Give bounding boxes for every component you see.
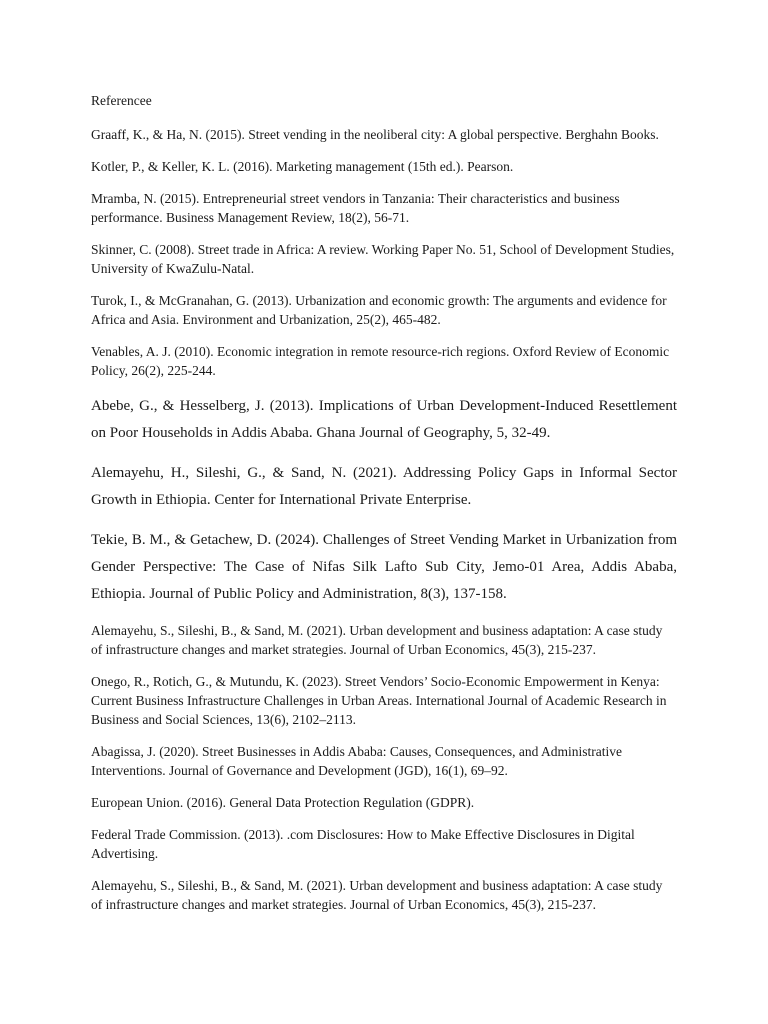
reference-entry: Alemayehu, S., Sileshi, B., & Sand, M. (2021). Urban development and business adaptation: A case study of infrastructure changes and market strategies. Journal of Urban Economics, 45(3), 215-237. bbox=[91, 878, 663, 912]
reference-entry: Kotler, P., & Keller, K. L. (2016). Marketing management (15th ed.). Pearson. bbox=[91, 159, 514, 174]
reference-entry: Abagissa, J. (2020). Street Businesses in Addis Ababa: Causes, Consequences, and Administrative Interventions. Journal of Governance and Development (JGD), 16(1), 69–92. bbox=[91, 744, 622, 778]
reference-entry: Venables, A. J. (2010). Economic integration in remote resource-rich regions. Oxford Review of Economic Policy, 26(2), 225-244. bbox=[91, 344, 670, 378]
reference-entry: Alemayehu, H., Sileshi, G., & Sand, N. (2021). Addressing Policy Gaps in Informal Sector Growth in Ethiopia. Center for International Private Enterprise. bbox=[91, 465, 677, 508]
reference-entry: Abebe, G., & Hesselberg, J. (2013). Implications of Urban Development-Induced Resettlement on Poor Households in Addis Ababa. Ghana Journal of Geography, 5, 32-49. bbox=[91, 398, 677, 441]
reference-list bbox=[91, 92, 677, 927]
reference-entry: Skinner, C. (2008). Street trade in Africa: A review. Working Paper No. 51, School of Development Studies, University of KwaZulu-Natal. bbox=[91, 242, 675, 276]
references-heading: Referencee bbox=[91, 93, 152, 108]
reference-entry: European Union. (2016). General Data Protection Regulation (GDPR). bbox=[91, 795, 475, 810]
reference-entry: Mramba, N. (2015). Entrepreneurial street vendors in Tanzania: Their characteristics and business performance. Business Management Review, 18(2), 56-71. bbox=[91, 191, 620, 225]
reference-entry: Graaff, K., & Ha, N. (2015). Street vending in the neoliberal city: A global perspective. Berghahn Books. bbox=[91, 127, 659, 142]
reference-entry: Tekie, B. M., & Getachew, D. (2024). Challenges of Street Vending Market in Urbanization from Gender Perspective: The Case of Nifas Silk Lafto Sub City, Jemo-01 Area, Addis Ababa, Ethiopia. Journal of Public Policy and Administration, 8(3), 137-158. bbox=[91, 532, 677, 602]
reference-entry: Alemayehu, S., Sileshi, B., & Sand, M. (2021). Urban development and business adaptation: A case study of infrastructure changes and market strategies. Journal of Urban Economics, 45(3), 215-237. bbox=[91, 623, 663, 657]
reference-entry: Turok, I., & McGranahan, G. (2013). Urbanization and economic growth: The arguments and evidence for Africa and Asia. Environment and Urbanization, 25(2), 465-482. bbox=[91, 293, 667, 327]
reference-entry: Onego, R., Rotich, G., & Mutundu, K. (2023). Street Vendors’ Socio-Economic Empowerment in Kenya: Current Business Infrastructure Challenges in Urban Areas. International Journal of Academic Research in Business and Social Sciences, 13(6), 2102–2113. bbox=[91, 674, 667, 727]
reference-entry: Federal Trade Commission. (2013). .com Disclosures: How to Make Effective Disclosures in Digital Advertising. bbox=[91, 827, 635, 861]
